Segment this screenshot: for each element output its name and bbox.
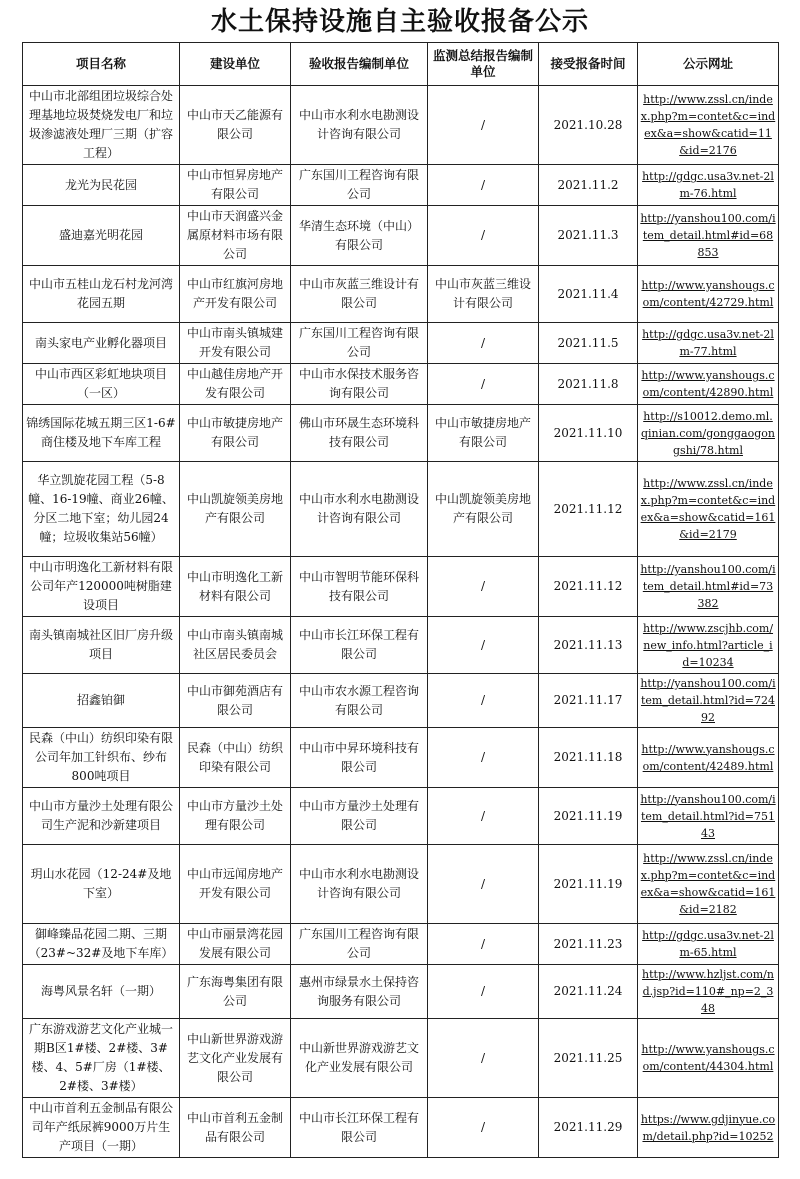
cell-url (638, 206, 779, 266)
cell-date: 2021.11.2 (539, 165, 638, 206)
cell-url (638, 364, 779, 405)
cell-builder: 中山市红旗河房地产开发有限公司 (180, 266, 291, 323)
public-url-link[interactable]: http://www.yanshougs.com/content/42729.html (641, 279, 775, 309)
cell-date: 2021.11.13 (539, 617, 638, 674)
cell-builder: 中山市方量沙土处理有限公司 (180, 788, 291, 845)
cell-date: 2021.11.8 (539, 364, 638, 405)
cell-project: 南头镇南城社区旧厂房升级项目 (23, 617, 180, 674)
cell-monitor-unit: / (428, 1098, 539, 1158)
table-row (23, 845, 779, 924)
cell-builder: 中山市南头镇南城社区居民委员会 (180, 617, 291, 674)
cell-project: 中山市首利五金制品有限公司年产纸尿裤9000万片生产项目（一期） (23, 1098, 180, 1158)
cell-date: 2021.11.23 (539, 924, 638, 965)
table-row (23, 266, 779, 323)
cell-monitor-unit: / (428, 206, 539, 266)
table-row (23, 165, 779, 206)
cell-report-unit: 华清生态环境（中山）有限公司 (291, 206, 428, 266)
cell-project: 中山市西区彩虹地块项目（一区） (23, 364, 180, 405)
public-url-link[interactable]: http://gdgc.usa3v.net-2lm-65.html (642, 929, 774, 959)
public-url-link[interactable]: http://www.zssl.cn/index.php?m=contet&c=index&a=show&catid=161&id=2182 (640, 852, 776, 916)
cell-builder: 中山凯旋领美房地产有限公司 (180, 462, 291, 557)
public-url-link[interactable]: http://www.yanshougs.com/content/44304.html (641, 1043, 775, 1073)
public-url-link[interactable]: http://www.zssl.cn/index.php?m=contet&c=index&a=show&catid=161&id=2179 (640, 477, 776, 541)
cell-builder: 广东海粤集团有限公司 (180, 965, 291, 1019)
cell-project: 锦绣国际花城五期三区1-6#商住楼及地下车库工程 (23, 405, 180, 462)
cell-monitor-unit: / (428, 617, 539, 674)
cell-report-unit: 中山市水保技术服务咨询有限公司 (291, 364, 428, 405)
page-title: 水土保持设施自主验收报备公示 (210, 7, 589, 37)
cell-monitor-unit: 中山市敏捷房地产有限公司 (428, 405, 539, 462)
cell-url (638, 323, 779, 364)
header-url: 公示网址 (638, 43, 779, 86)
cell-monitor-unit: / (428, 1019, 539, 1098)
table-row (23, 788, 779, 845)
table-row (23, 462, 779, 557)
cell-date: 2021.10.28 (539, 86, 638, 165)
table-row (23, 674, 779, 728)
cell-report-unit: 中山市长江环保工程有限公司 (291, 1098, 428, 1158)
cell-report-unit: 中山市方量沙土处理有限公司 (291, 788, 428, 845)
cell-date: 2021.11.29 (539, 1098, 638, 1158)
cell-builder: 中山越佳房地产开发有限公司 (180, 364, 291, 405)
cell-builder: 中山市天乙能源有限公司 (180, 86, 291, 165)
cell-monitor-unit: 中山凯旋领美房地产有限公司 (428, 462, 539, 557)
cell-date: 2021.11.4 (539, 266, 638, 323)
cell-monitor-unit: / (428, 845, 539, 924)
cell-builder: 中山市丽景湾花园发展有限公司 (180, 924, 291, 965)
header-date: 接受报备时间 (539, 43, 638, 86)
header-builder: 建设单位 (180, 43, 291, 86)
header-project: 项目名称 (23, 43, 180, 86)
cell-report-unit: 中山市农水源工程咨询有限公司 (291, 674, 428, 728)
public-url-link[interactable]: http://yanshou100.com/item_detail.html#id=73382 (640, 563, 776, 610)
table-row (23, 323, 779, 364)
public-url-link[interactable]: http://gdgc.usa3v.net-2lm-76.html (642, 170, 774, 200)
cell-builder: 中山新世界游戏游艺文化产业发展有限公司 (180, 1019, 291, 1098)
cell-builder: 中山市远闻房地产开发有限公司 (180, 845, 291, 924)
cell-url (638, 924, 779, 965)
cell-builder: 中山市首利五金制品有限公司 (180, 1098, 291, 1158)
cell-monitor-unit: / (428, 674, 539, 728)
cell-report-unit: 中山市水利水电勘测设计咨询有限公司 (291, 86, 428, 165)
cell-project: 玥山水花园（12-24#及地下室） (23, 845, 180, 924)
cell-builder: 中山市御苑酒店有限公司 (180, 674, 291, 728)
cell-url (638, 1098, 779, 1158)
cell-url (638, 788, 779, 845)
cell-url (638, 1019, 779, 1098)
public-url-link[interactable]: http://s10012.demo.ml.qinian.com/gonggaogongshi/78.html (641, 409, 775, 457)
cell-project: 华立凯旋花园工程（5-8幢、16-19幢、商业26幢、分区二地下室；幼儿园24幢；垃圾收集站56幢） (23, 462, 180, 557)
cell-project: 盛迪嘉光明花园 (23, 206, 180, 266)
cell-date: 2021.11.10 (539, 405, 638, 462)
cell-project: 御峰臻品花园二期、三期（23#~32#及地下车库） (23, 924, 180, 965)
cell-date: 2021.11.5 (539, 323, 638, 364)
cell-date: 2021.11.3 (539, 206, 638, 266)
table-row (23, 924, 779, 965)
public-url-link[interactable]: http://yanshou100.com/item_detail.html#id=68853 (640, 212, 776, 259)
table-row (23, 206, 779, 266)
cell-date: 2021.11.12 (539, 557, 638, 617)
public-url-link[interactable]: http://www.zscjhb.com/new_info.html?article_id=10234 (642, 621, 774, 669)
cell-url (638, 165, 779, 206)
cell-report-unit: 中山新世界游戏游艺文化产业发展有限公司 (291, 1019, 428, 1098)
cell-report-unit: 佛山市环晟生态环境科技有限公司 (291, 405, 428, 462)
cell-monitor-unit: / (428, 728, 539, 788)
cell-builder: 中山市敏捷房地产有限公司 (180, 405, 291, 462)
cell-monitor-unit: / (428, 965, 539, 1019)
public-url-link[interactable]: http://www.zssl.cn/index.php?m=contet&c=index&a=show&catid=11&id=2176 (640, 93, 776, 157)
cell-date: 2021.11.12 (539, 462, 638, 557)
cell-project: 广东游戏游艺文化产业城一期B区1#楼、2#楼、3#楼、4、5#厂房（1#楼、2#楼、3#楼） (23, 1019, 180, 1098)
cell-monitor-unit: 中山市灰蓝三维设计有限公司 (428, 266, 539, 323)
table-row (23, 405, 779, 462)
cell-url (638, 557, 779, 617)
cell-date: 2021.11.25 (539, 1019, 638, 1098)
cell-url (638, 405, 779, 462)
public-url-link[interactable]: https://www.gdjinyue.com/detail.php?id=10252 (640, 1112, 776, 1143)
cell-project: 龙光为民花园 (23, 165, 180, 206)
table-row (23, 965, 779, 1019)
filing-table (22, 42, 779, 1158)
table-row (23, 86, 779, 165)
table-row (23, 364, 779, 405)
public-url-link[interactable]: http://www.hzljst.com/nd.jsp?id=110#_np=2_348 (642, 968, 774, 1015)
cell-report-unit: 广东国川工程咨询有限公司 (291, 165, 428, 206)
cell-report-unit: 中山市水利水电勘测设计咨询有限公司 (291, 845, 428, 924)
cell-monitor-unit: / (428, 557, 539, 617)
table-row (23, 728, 779, 788)
cell-date: 2021.11.17 (539, 674, 638, 728)
cell-monitor-unit: / (428, 924, 539, 965)
cell-date: 2021.11.19 (539, 845, 638, 924)
table-row (23, 1019, 779, 1098)
cell-report-unit: 惠州市绿景水土保持咨询服务有限公司 (291, 965, 428, 1019)
cell-date: 2021.11.18 (539, 728, 638, 788)
public-url-link[interactable]: http://gdgc.usa3v.net-2lm-77.html (642, 328, 774, 358)
cell-monitor-unit: / (428, 788, 539, 845)
cell-url (638, 674, 779, 728)
cell-url (638, 845, 779, 924)
cell-builder: 中山市天润盛兴金属原材料市场有限公司 (180, 206, 291, 266)
cell-url (638, 728, 779, 788)
cell-report-unit: 中山市水利水电勘测设计咨询有限公司 (291, 462, 428, 557)
cell-builder: 民森（中山）纺织印染有限公司 (180, 728, 291, 788)
cell-project: 中山市五桂山龙石村龙河湾花园五期 (23, 266, 180, 323)
cell-report-unit: 中山市长江环保工程有限公司 (291, 617, 428, 674)
public-url-link[interactable]: http://yanshou100.com/item_detail.html?id=75143 (640, 792, 776, 840)
cell-date: 2021.11.24 (539, 965, 638, 1019)
header-monitor-unit: 监测总结报告编制单位 (428, 43, 539, 86)
table-row (23, 1098, 779, 1158)
cell-report-unit: 广东国川工程咨询有限公司 (291, 924, 428, 965)
cell-url (638, 86, 779, 165)
cell-url (638, 462, 779, 557)
cell-report-unit: 中山市中昇环境科技有限公司 (291, 728, 428, 788)
cell-report-unit: 中山市灰蓝三维设计有限公司 (291, 266, 428, 323)
public-url-link[interactable]: http://www.yanshougs.com/content/42489.html (641, 742, 775, 773)
cell-project: 招鑫铂御 (23, 674, 180, 728)
cell-project: 民森（中山）纺织印染有限公司年加工针织布、纱布800吨项目 (23, 728, 180, 788)
cell-report-unit: 广东国川工程咨询有限公司 (291, 323, 428, 364)
cell-date: 2021.11.19 (539, 788, 638, 845)
table-row (23, 617, 779, 674)
cell-builder: 中山市恒昇房地产有限公司 (180, 165, 291, 206)
cell-monitor-unit: / (428, 86, 539, 165)
public-url-link[interactable]: http://www.yanshougs.com/content/42890.html (641, 369, 775, 399)
table-row (23, 557, 779, 617)
cell-url (638, 617, 779, 674)
cell-builder: 中山市南头镇城建开发有限公司 (180, 323, 291, 364)
cell-monitor-unit: / (428, 323, 539, 364)
header-report-unit: 验收报告编制单位 (291, 43, 428, 86)
header-row (23, 43, 779, 86)
cell-project: 中山市明逸化工新材料有限公司年产120000吨树脂建设项目 (23, 557, 180, 617)
cell-project: 中山市北部组团垃圾综合处理基地垃圾焚烧发电厂和垃圾渗滤液处理厂三期（扩容工程） (23, 86, 180, 165)
cell-monitor-unit: / (428, 364, 539, 405)
cell-builder: 中山市明逸化工新材料有限公司 (180, 557, 291, 617)
cell-url (638, 965, 779, 1019)
cell-monitor-unit: / (428, 165, 539, 206)
cell-project: 海粤风景名轩（一期） (23, 965, 180, 1019)
cell-project: 中山市方量沙土处理有限公司生产泥和沙新建项目 (23, 788, 180, 845)
cell-report-unit: 中山市智明节能环保科技有限公司 (291, 557, 428, 617)
cell-url (638, 266, 779, 323)
cell-project: 南头家电产业孵化器项目 (23, 323, 180, 364)
public-url-link[interactable]: http://yanshou100.com/item_detail.html?id=72492 (640, 677, 776, 724)
